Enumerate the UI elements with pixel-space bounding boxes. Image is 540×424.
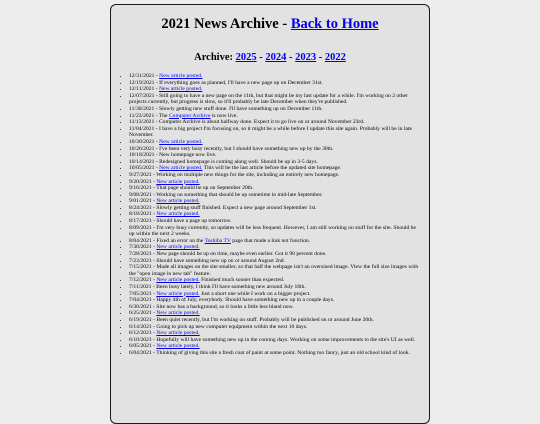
entry-date: 6/04/2021 — [129, 349, 152, 356]
entry-date: 11/13/2021 — [129, 119, 155, 126]
entry-text: Should have a page up tomorrow. — [156, 218, 232, 225]
entry-date: 6/10/2021 — [129, 336, 152, 343]
entry-link[interactable]: New article posted. — [159, 73, 203, 79]
entry-text: New homepage now live. — [159, 152, 217, 159]
page-title — [111, 15, 429, 33]
news-entry: • 10/30/2021 - New article posted. — [129, 139, 419, 146]
entry-text-after: Finished much sooner than expected. — [199, 277, 285, 284]
entry-link[interactable]: New article posted. — [156, 330, 200, 337]
entry-link[interactable]: New article posted. — [158, 86, 203, 93]
entry-text: The — [158, 112, 169, 119]
entry-date: 11/23/2021 — [129, 112, 155, 119]
news-entry: • 7/11/2021 - Been busy lately, I think I'll have something new around July 18th. — [129, 284, 419, 291]
entry-date: 12/07/2021 — [129, 92, 155, 99]
entry-link[interactable]: Computer Archive — [168, 112, 211, 119]
news-entry: • 7/15/2021 - Made all images on the site smaller, so that half the webpage isn't an oversized image. View the full size images with the "open image in new tab" feature. — [129, 264, 419, 277]
entry-date: 9/08/2021 — [129, 191, 152, 198]
archive-label: Archive: — [194, 52, 236, 63]
news-entry: • 7/05/2021 - New article posted. Just a short one while I work on a bigger project. — [129, 291, 419, 298]
news-entry: • 6/30/2021 - Site now has a background, so it looks a little less bland now. — [129, 304, 419, 311]
entry-link[interactable]: New article posted. — [156, 178, 200, 185]
entry-text: I've been very busy recently, but I should have something new up by the 30th. — [159, 145, 334, 152]
entry-date: 7/04/2021 — [129, 297, 152, 304]
entry-date: 7/30/2021 — [129, 244, 152, 251]
news-entry: • 10/18/2021 - New homepage now live. — [129, 152, 419, 159]
entry-date: 8/24/2021 — [129, 204, 152, 211]
entry-text: If everything goes as planned, I'll have a new page up on December 31st. — [159, 79, 323, 86]
entry-date: 12/19/2021 — [129, 79, 155, 86]
entry-link[interactable]: New article posted. — [156, 277, 200, 284]
entry-date: 10/05/2021 — [129, 165, 155, 172]
news-entry: • 7/28/2021 - New page should be up on time, maybe even earlier. Got it 90 percent done. — [129, 251, 419, 258]
entry-text: Hopefully will have something new up in the coming days. Working on some improvements to the site's UI as well. — [156, 336, 416, 343]
entry-date: 8/18/2021 — [129, 211, 152, 218]
entry-link[interactable]: New article posted. — [156, 198, 200, 205]
entry-text: Slowly getting new stuff done. I'll have something up on December 11th. — [158, 105, 323, 112]
archive-year-link[interactable]: 2022 — [324, 52, 346, 63]
entry-text: Been busy lately, I think I'll have something new around July 18th. — [156, 284, 306, 290]
entry-date: 7/05/2021 — [129, 290, 152, 297]
entry-text-after: Just a short one while I work on a bigger project. — [199, 290, 311, 297]
news-entry: • 6/10/2021 - Hopefully will have something new up in the coming days. Working on some improvements to the site's UI as well. — [129, 337, 419, 344]
entry-text: I have a big project I'm focusing on, so it might be a while before I update this site again. Probably will be in late November. — [129, 125, 412, 139]
entry-date: 6/05/2021 — [129, 343, 152, 350]
entry-text: That page should be up on September 20th. — [156, 185, 254, 192]
back-to-home-link[interactable]: Back to Home — [290, 16, 379, 32]
entry-date: 6/25/2021 — [129, 310, 152, 317]
entry-date: 11/30/2021 — [129, 105, 155, 112]
entry-date: 12/11/2021 — [129, 86, 155, 93]
entry-date: 8/17/2021 — [129, 218, 152, 225]
entry-date: 7/12/2021 — [129, 277, 152, 284]
entry-text: Fixed an error on the — [156, 237, 205, 244]
news-entry: • 9/20/2021 - New article posted. — [129, 179, 419, 186]
entry-text-after: This will be the last article before the updated site homepage. — [202, 165, 342, 172]
entry-date: 6/14/2021 — [129, 323, 152, 330]
entry-date: 9/27/2021 — [129, 171, 152, 178]
entry-link[interactable]: New article posted. — [156, 211, 200, 218]
entry-date: 7/11/2021 — [129, 284, 152, 290]
archive-year-link[interactable]: 2023 — [295, 52, 317, 63]
entry-link[interactable]: New article posted. — [156, 310, 200, 317]
archive-year-link[interactable]: 2025 — [235, 52, 257, 63]
entry-link[interactable]: New article posted. — [159, 138, 203, 145]
entry-text: Going to pick up new computer equipment within the next 10 days. — [156, 323, 308, 330]
news-entry: • 7/30/2021 - New article posted. — [129, 244, 419, 251]
news-entry: • 11/13/2021 - Computer Archive is about halfway done. Expect it to go live on or around November 23rd. — [129, 119, 419, 126]
news-entry: • 6/25/2021 - New article posted. — [129, 310, 419, 317]
entry-date: 9/16/2021 — [129, 185, 152, 192]
entry-date: 7/28/2021 — [129, 251, 152, 258]
news-entry: • 12/11/2021 - New article posted. — [129, 86, 419, 93]
entry-date: 9/20/2021 — [129, 178, 152, 185]
entry-text: Thinking of giving this site a fresh coat of paint at some point. Nothing too fancy, just an old school kind of look. — [156, 349, 410, 356]
entry-text-after: page that made a link not function. — [230, 237, 311, 244]
news-entry: • 6/04/2021 - Thinking of giving this site a fresh coat of paint at some point. Nothing too fancy, just an old school kind of look. — [129, 350, 419, 357]
news-list — [111, 73, 429, 357]
entry-date: 10/18/2021 — [129, 152, 155, 159]
entry-link[interactable]: New article posted. — [156, 290, 200, 297]
entry-date: 9/01/2021 — [129, 198, 152, 205]
entry-text: Working on multiple new things for the site, including an entirely new homepage. — [156, 171, 340, 178]
entry-text: Site now has a background, so it looks a little less bland now. — [156, 303, 294, 310]
news-entry: • 7/23/2021 - Should have something new up on or around August 2nd. — [129, 258, 419, 265]
archive-nav: Archive: 2025 - 2024 - 2023 - 2022 — [194, 52, 346, 63]
news-entry: • 9/08/2021 - Working on something that should be up sometime in mid-late September. — [129, 192, 419, 199]
entry-text: Redesigned homepage is coming along well. Should be up in 3-5 days. — [159, 158, 318, 165]
news-entry: • 6/12/2021 - New article posted. — [129, 330, 419, 337]
entry-date: 6/30/2021 — [129, 303, 152, 310]
entry-date: 8/04/2021 — [129, 237, 152, 244]
news-entry: • 7/12/2021 - New article posted. Finished much sooner than expected. — [129, 277, 419, 284]
entry-date: 10/26/2021 — [129, 145, 155, 152]
news-entry: • 11/04/2021 - I have a big project I'm focusing on, so it might be a while before I update this site again. Probably will be in late November. — [129, 126, 419, 139]
entry-date: 7/23/2021 — [129, 257, 152, 264]
entry-text: Should have something new up on or around August 2nd. — [156, 257, 286, 264]
entry-text: I'm very busy currently, so updates will be less frequent. However, I am still working on stuff for the site. Should be up within the next 2 weeks. — [129, 224, 416, 238]
entry-text: Working on something that should be up sometime in mid-late September. — [156, 191, 323, 198]
entry-date: 12/31/2021 — [129, 73, 155, 79]
entry-date: 7/15/2021 — [129, 264, 152, 271]
entry-link[interactable]: New article posted. — [159, 165, 203, 172]
news-entry: • 6/05/2021 - New article posted. — [129, 343, 419, 350]
news-entry: • 11/30/2021 - Slowly getting new stuff done. I'll have something up on December 11th. — [129, 106, 419, 113]
entry-text: Computer Archive is about halfway done. Expect it to go live on or around November 23rd. — [158, 119, 365, 126]
entry-text: New page should be up on time, maybe even earlier. Got it 90 percent done. — [156, 251, 327, 258]
news-entry: • 9/27/2021 - Working on multiple new things for the site, including an entirely new homepage. — [129, 172, 419, 179]
news-entry: • 9/01/2021 - New article posted. — [129, 198, 419, 205]
title-text: 2021 News Archive - — [161, 16, 291, 32]
news-entry: • 6/14/2021 - Going to pick up new computer equipment within the next 10 days. — [129, 324, 419, 331]
news-archive-panel — [110, 4, 430, 424]
news-entry: • 8/04/2021 - Fixed an error on the Toshiba TV page that made a link not function. — [129, 238, 419, 245]
news-entry: • 10/26/2021 - I've been very busy recently, but I should have something new up by the 30th. — [129, 146, 419, 153]
news-entry: • 8/18/2021 - New article posted. — [129, 211, 419, 218]
entry-link[interactable]: New article posted. — [156, 244, 200, 251]
news-entry: • 8/17/2021 - Should have a page up tomorrow. — [129, 218, 419, 225]
news-entry: • 12/07/2021 - Still going to have a new page on the 11th, but that might be my last update for a while. I'm working on 2 other projects currently, but progress is slow, so it'll probably be late December when they're published. — [129, 93, 419, 106]
news-entry: • 11/23/2021 - The Computer Archive is now live. — [129, 113, 419, 120]
news-entry: • 8/24/2021 - Slowly getting stuff finished. Expect a new page around September 1st. — [129, 205, 419, 212]
news-entry: • 12/31/2021 - New article posted. — [129, 73, 419, 80]
entry-text: Slowly getting stuff finished. Expect a new page around September 1st. — [156, 204, 317, 211]
entry-text-after: is now live. — [210, 112, 238, 119]
news-entry: • 12/19/2021 - If everything goes as planned, I'll have a new page up on December 31st. — [129, 80, 419, 87]
entry-link[interactable]: New article posted. — [156, 343, 200, 350]
entry-text: Happy 4th of July, everybody. Should have something new up in a couple days. — [156, 297, 335, 304]
entry-date: 10/14/2021 — [129, 158, 155, 165]
archive-year-link[interactable]: 2024 — [265, 52, 287, 63]
entry-text: Been quiet recently, but I'm working on stuff. Probably will be published on or around June 20th. — [156, 316, 374, 323]
entry-date: 8/09/2021 — [129, 224, 152, 231]
news-entry: • 7/04/2021 - Happy 4th of July, everybody. Should have something new up in a couple days. — [129, 297, 419, 304]
news-entry: • 6/19/2021 - Been quiet recently, but I'm working on stuff. Probably will be published on or around June 20th. — [129, 317, 419, 324]
entry-text: Still going to have a new page on the 11th, but that might be my last update for a while. I'm working on 2 other projects currently, but progress is slow, so it'll probably be late December when they're published. — [129, 92, 408, 106]
news-entry: • 9/16/2021 - That page should be up on September 20th. — [129, 185, 419, 192]
news-entry: • 8/09/2021 - I'm very busy currently, so updates will be less frequent. However, I am still working on stuff for the site. Should be up within the next 2 weeks. — [129, 225, 419, 238]
entry-link[interactable]: Toshiba TV — [204, 237, 231, 244]
entry-date: 11/04/2021 — [129, 125, 155, 132]
entry-date: 6/12/2021 — [129, 330, 152, 337]
news-entry: • 10/05/2021 - New article posted. This will be the last article before the updated site homepage. — [129, 165, 419, 172]
entry-date: 10/30/2021 — [129, 138, 155, 145]
news-entry: • 10/14/2021 - Redesigned homepage is coming along well. Should be up in 3-5 days. — [129, 159, 419, 166]
entry-text: Made all images on the site smaller, so that half the webpage isn't an oversized image. View the full size images with the "open image in new tab" feature. — [129, 264, 419, 277]
entry-date: 6/19/2021 — [129, 316, 152, 323]
